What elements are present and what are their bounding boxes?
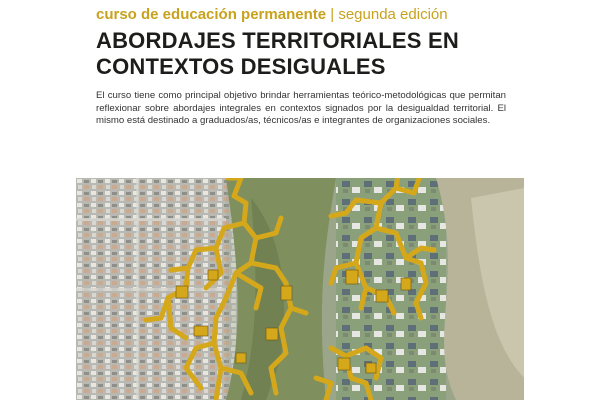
- course-type-label: curso de educación permanente: [96, 6, 327, 23]
- aerial-map-image: [76, 178, 524, 400]
- course-description: El curso tiene como principal objetivo brindar herramientas teórico-metodológicas que permitan reflexionar sobre abordajes integrales en contextos signados por la desigualdad territorial. El mismo está destinado a graduados/as, técnicos/as e integrantes de organizaciones sociales.: [96, 90, 506, 127]
- page-title: ABORDAJES TERRITORIALES EN CONTEXTOS DESIGUALES: [96, 28, 459, 79]
- subtitle-separator: |: [330, 6, 335, 23]
- edition-label: segunda edición: [338, 6, 448, 23]
- course-subtitle: [96, 6, 448, 23]
